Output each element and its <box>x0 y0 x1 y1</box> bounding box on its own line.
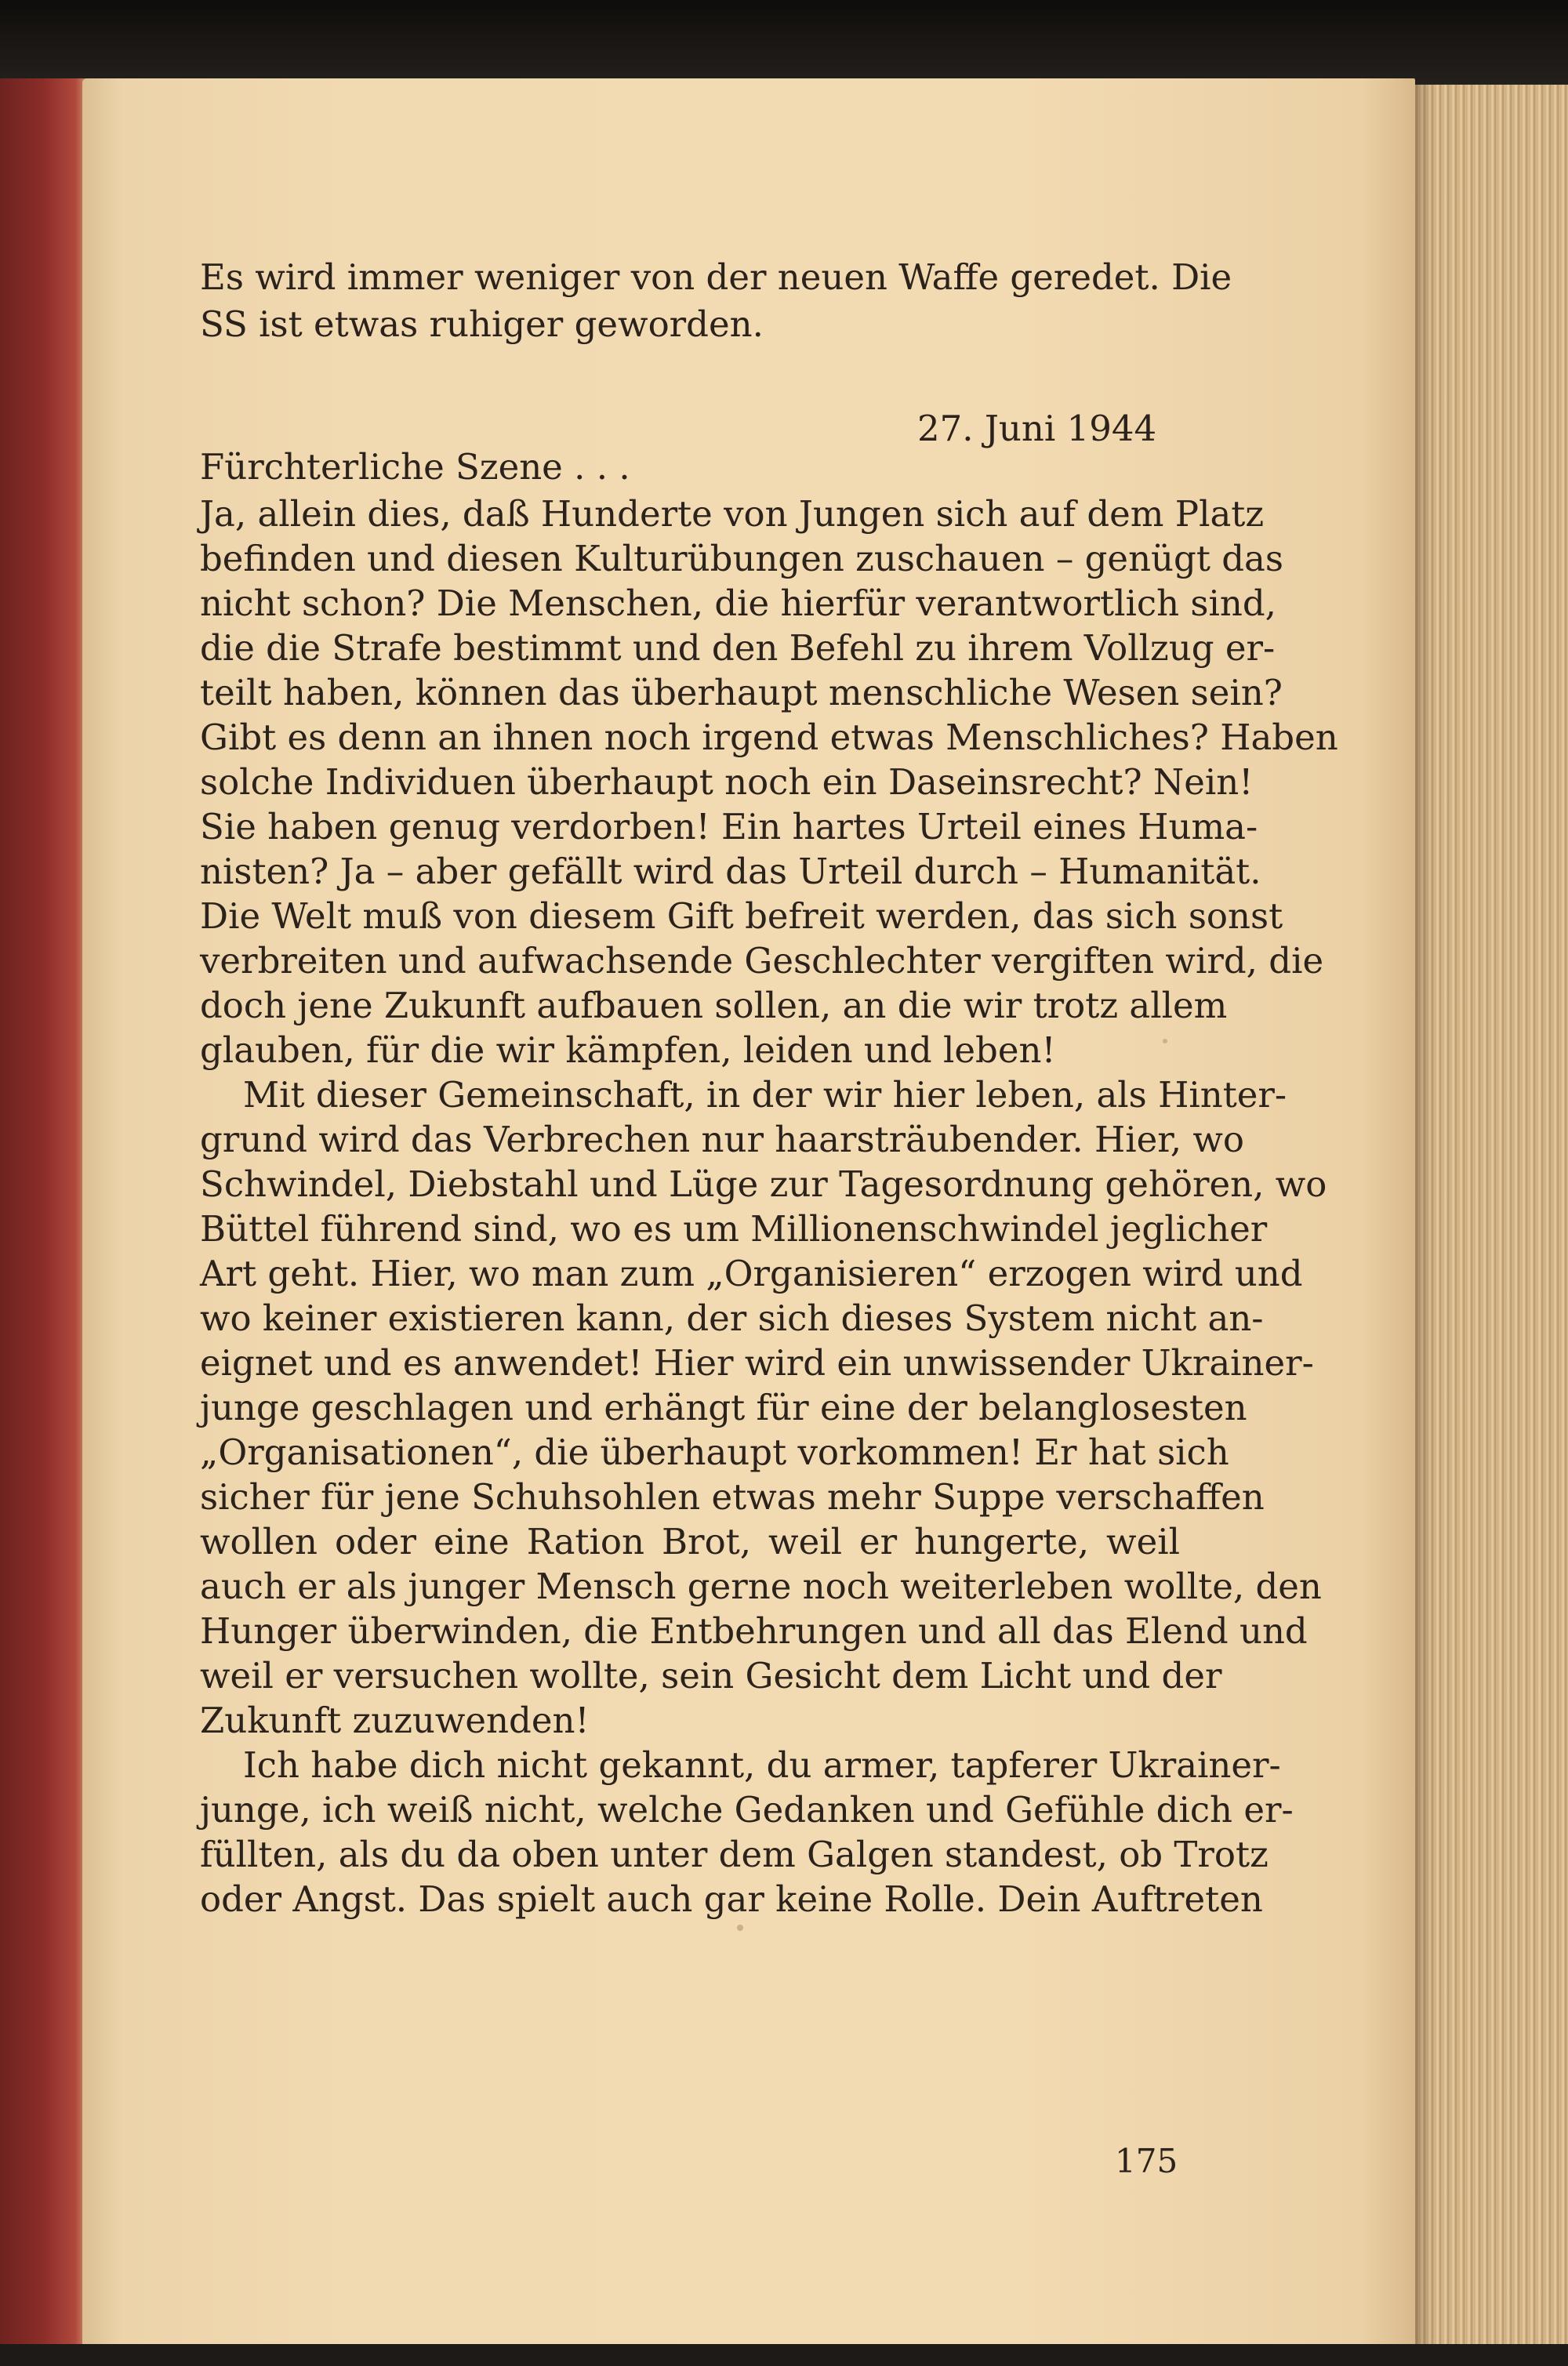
text-line: die die Strafe bestimmt und den Befehl zu ihrem Vollzug er- <box>200 627 1276 669</box>
text-line: wo keiner existieren kann, der sich dieses System nicht an- <box>200 1297 1264 1339</box>
text-line: solche Individuen überhaupt noch ein Daseinsrecht? Nein! <box>200 761 1254 803</box>
text-line: „Organisationen“, die überhaupt vorkommen! Er hat sich <box>200 1432 1229 1473</box>
text-line: doch jene Zukunft aufbauen sollen, an die wir trotz allem <box>200 985 1228 1026</box>
text-line: SS ist etwas ruhiger geworden. <box>200 303 764 345</box>
text-line: Die Welt muß von diesem Gift befreit werden, das sich sonst <box>200 895 1283 937</box>
text-line: befinden und diesen Kulturübungen zuschauen – genügt das <box>200 538 1283 579</box>
text-line: glauben, für die wir kämpfen, leiden und leben! <box>200 1029 1056 1071</box>
text-line: nicht schon? Die Menschen, die hierfür verantwortlich sind, <box>200 582 1276 624</box>
text-line: Es wird immer weniger von der neuen Waffe geredet. Die <box>200 256 1232 298</box>
text-line: teilt haben, können das überhaupt menschliche Wesen sein? <box>200 672 1283 713</box>
text-line: weil er versuchen wollte, sein Gesicht dem Licht und der <box>200 1655 1222 1696</box>
page-number: 175 <box>1115 2142 1178 2180</box>
book-cover-top <box>0 0 1568 85</box>
text-line: grund wird das Verbrechen nur haarsträubender. Hier, wo <box>200 1119 1245 1160</box>
diary-date: 27. Juni 1944 <box>917 408 1157 449</box>
text-line: Büttel führend sind, wo es um Millionenschwindel jeglicher <box>200 1208 1268 1250</box>
text-line: Mit dieser Gemeinschaft, in der wir hier leben, als Hinter- <box>243 1074 1287 1116</box>
text-line: Hunger überwinden, die Entbehrungen und all das Elend und <box>200 1610 1308 1652</box>
text-line: Zukunft zuzuwenden! <box>200 1700 590 1741</box>
text-line: auch er als junger Mensch gerne noch weiterleben wollte, den <box>200 1566 1322 1607</box>
text-line: Fürchterliche Szene . . . <box>200 446 630 488</box>
book-cover-spine <box>0 78 94 2366</box>
text-line: junge geschlagen und erhängt für eine der belanglosesten <box>200 1387 1247 1428</box>
text-line: verbreiten und aufwachsende Geschlechter vergiften wird, die <box>200 940 1324 982</box>
text-line: oder Angst. Das spielt auch gar keine Rolle. Dein Auftreten <box>200 1878 1263 1920</box>
text-line: Schwindel, Diebstahl und Lüge zur Tagesordnung gehören, wo <box>200 1163 1327 1205</box>
text-line: junge, ich weiß nicht, welche Gedanken und Gefühle dich er- <box>200 1789 1294 1831</box>
text-line: Sie haben genug verdorben! Ein hartes Urteil eines Huma- <box>200 806 1258 847</box>
text-line: Gibt es denn an ihnen noch irgend etwas Menschliches? Haben <box>200 717 1338 758</box>
paper-speck <box>737 1925 743 1931</box>
text-line: Ich habe dich nicht gekannt, du armer, tapferer Ukrainer- <box>243 1744 1281 1786</box>
text-line: Art geht. Hier, wo man zum „Organisieren“ erzogen wird und <box>200 1253 1303 1294</box>
text-line: füllten, als du da oben unter dem Galgen standest, ob Trotz <box>200 1834 1269 1875</box>
text-line: wollen oder eine Ration Brot, weil er hungerte, weil <box>200 1521 1180 1562</box>
book-cover-bottom <box>0 2344 1568 2366</box>
page-edges <box>1411 85 1568 2350</box>
text-line: Ja, allein dies, daß Hunderte von Jungen sich auf dem Platz <box>200 493 1265 535</box>
text-line: eignet und es anwendet! Hier wird ein unwissender Ukrainer- <box>200 1342 1314 1384</box>
text-line: nisten? Ja – aber gefällt wird das Urteil durch – Humanität. <box>200 851 1261 892</box>
text-line: sicher für jene Schuhsohlen etwas mehr Suppe verschaffen <box>200 1476 1265 1518</box>
